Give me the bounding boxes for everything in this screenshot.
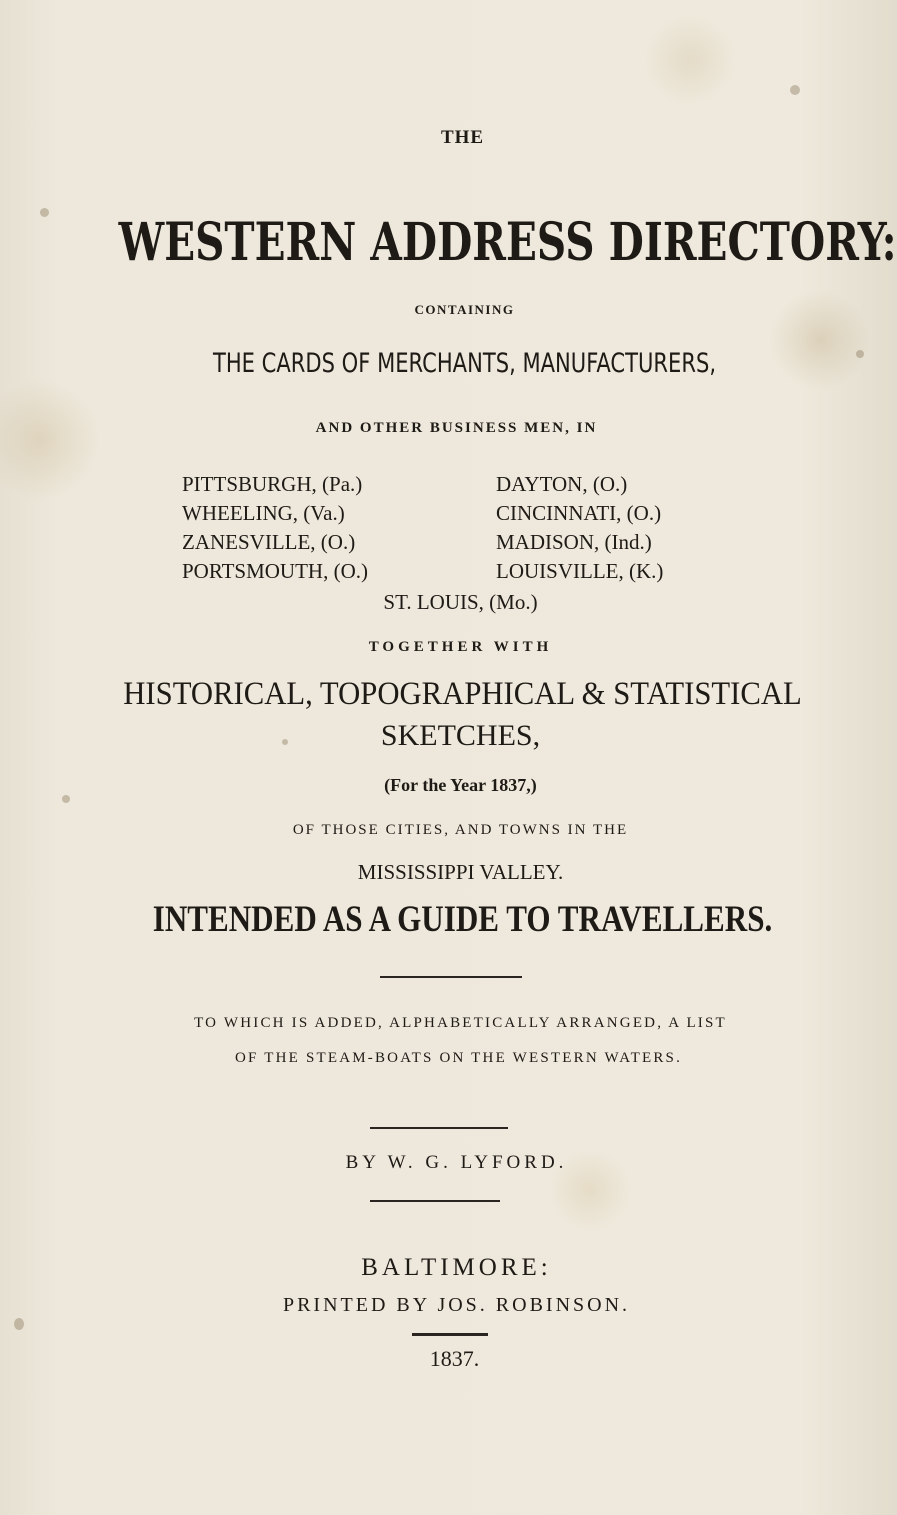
guide-heading: INTENDED AS A GUIDE TO TRAVELLERS. (152, 899, 773, 940)
cards-subtitle: THE CARDS OF MERCHANTS, MANUFACTURERS, (212, 348, 717, 379)
city-item: DAYTON, (O.) (496, 472, 628, 496)
foxing-spot (790, 85, 800, 95)
city-list-left (182, 470, 368, 586)
other-business-line: AND OTHER BUSINESS MEN, IN (315, 420, 598, 436)
publication-year: 1837. (429, 1346, 480, 1371)
place-line: BALTIMORE: (361, 1254, 552, 1281)
divider-rule (412, 1333, 488, 1336)
main-title: WESTERN ADDRESS DIRECTORY: (118, 212, 897, 273)
divider-rule (370, 1127, 508, 1129)
divider-rule (380, 976, 522, 978)
city-item: LOUISVILLE, (K.) (496, 559, 664, 583)
city-item: PITTSBURGH, (Pa.) (182, 472, 363, 496)
foxing-spot (40, 208, 49, 217)
city-item: WHEELING, (Va.) (182, 501, 345, 525)
city-item: CINCINNATI, (O.) (496, 501, 662, 525)
printer-line: PRINTED BY JOS. ROBINSON. (282, 1294, 631, 1316)
foxing-spot (856, 350, 864, 358)
city-item: MADISON, (Ind.) (496, 530, 652, 554)
author-line: BY W. G. LYFORD. (345, 1152, 568, 1173)
containing-label: CONTAINING (414, 302, 515, 317)
city-item-st-louis: ST. LOUIS, (Mo.) (383, 590, 538, 614)
foxing-spot (282, 739, 288, 745)
city-list-right (496, 470, 663, 586)
added-line-1: TO WHICH IS ADDED, ALPHABETICALLY ARRANGED, A LIST (194, 1015, 727, 1031)
valley-line: MISSISSIPPI VALLEY. (357, 860, 564, 884)
divider-rule (370, 1200, 500, 1202)
foxing-spot (62, 795, 70, 803)
together-with-label: TOGETHER WITH (368, 639, 553, 655)
added-line-2: OF THE STEAM-BOATS ON THE WESTERN WATERS. (234, 1050, 683, 1066)
year-note: (For the Year 1837,) (384, 775, 537, 795)
historical-heading: HISTORICAL, TOPOGRAPHICAL & STATISTICAL (123, 676, 802, 712)
foxing-spot (14, 1318, 24, 1330)
of-those-line: OF THOSE CITIES, AND TOWNS IN THE (292, 822, 629, 838)
heading-the: THE (440, 127, 485, 148)
city-item: PORTSMOUTH, (O.) (182, 559, 368, 583)
sketches-heading: SKETCHES, (380, 719, 541, 752)
city-item: ZANESVILLE, (O.) (182, 530, 356, 554)
